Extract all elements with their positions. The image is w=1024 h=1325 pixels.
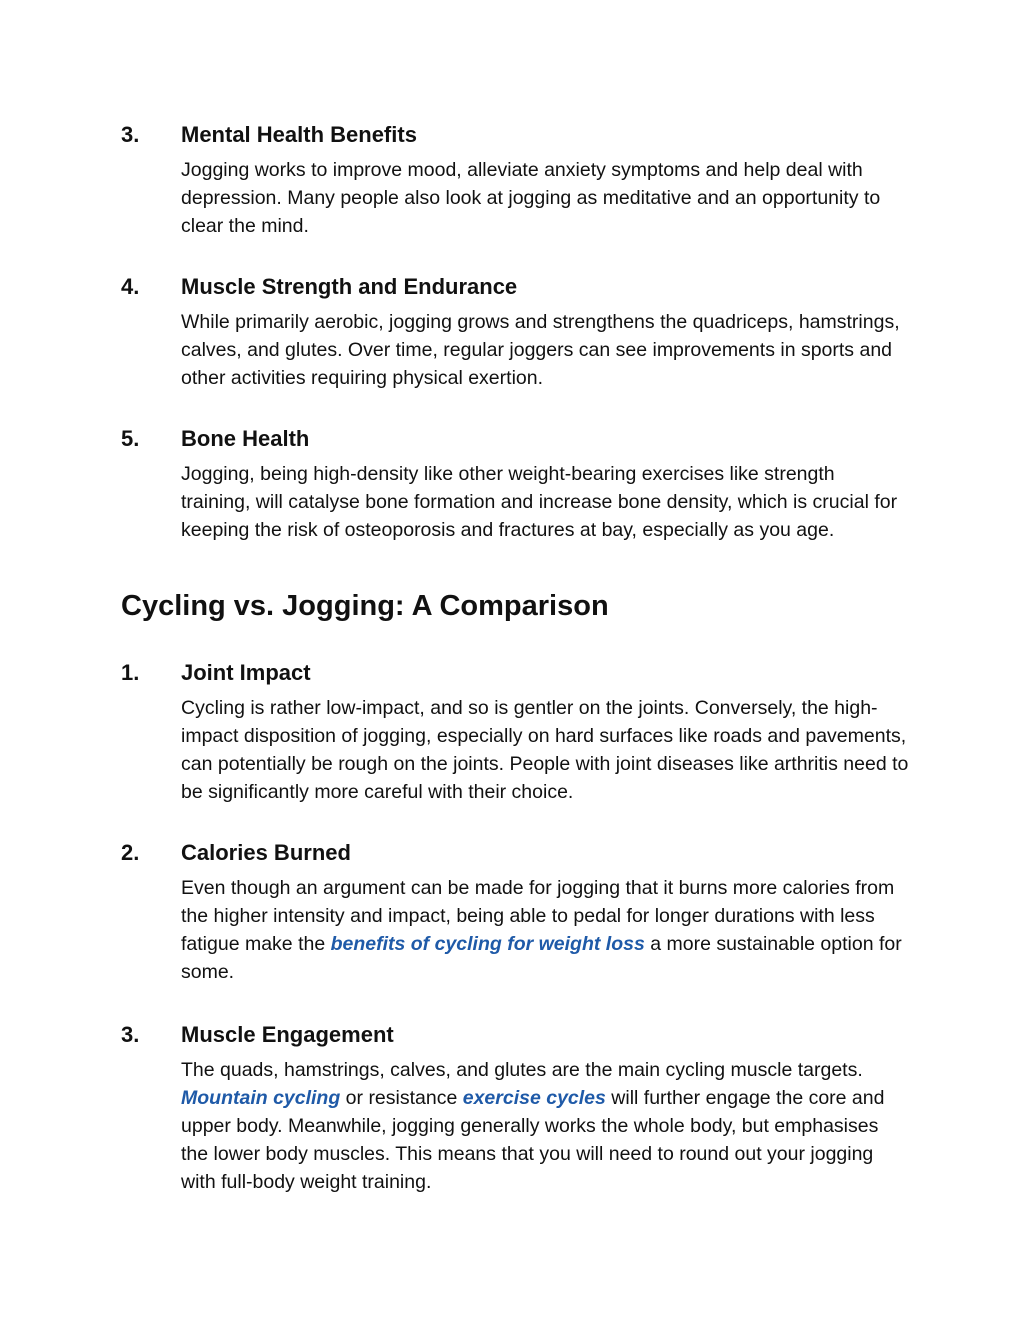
weight-loss-link[interactable]: benefits of cycling for weight loss	[330, 933, 645, 955]
list-item-body: Jogging works to improve mood, alleviate anxiety symptoms and help deal with depression. Many people also look at jogging as meditative and an opportunity to clear the mind.	[181, 159, 881, 237]
list-item-title: Bone Health	[181, 426, 310, 451]
list-item-mental-health	[121, 120, 911, 240]
list-item-body	[181, 1056, 909, 1196]
list-number: 2.	[121, 840, 140, 865]
list-item-body: Jogging, being high-density like other weight-bearing exercises like strength training, will catalyse bone formation and increase bone density, which is crucial for keeping the risk of osteoporosis and fractures at bay, especially as you age.	[181, 463, 898, 541]
list-item-header	[121, 1020, 911, 1050]
list-item-header	[121, 120, 911, 150]
section-heading: Cycling vs. Jogging: A Comparison	[121, 590, 609, 622]
list-number: 5.	[121, 426, 140, 451]
list-number: 1.	[121, 660, 140, 685]
list-item-body: Cycling is rather low-impact, and so is gentler on the joints. Conversely, the high-impact disposition of jogging, especially on hard surfaces like roads and pavements, can potentially be rough on the joints. People with joint diseases like arthritis need to be significantly more careful with their choice.	[181, 697, 909, 803]
body-text: a more sustainable option for some.	[181, 933, 902, 983]
list-item-header	[121, 272, 911, 302]
list-number: 4.	[121, 274, 140, 299]
list-item-title: Muscle Engagement	[181, 1022, 394, 1047]
list-item-header	[121, 658, 911, 688]
list-item-muscle-strength	[121, 272, 911, 392]
body-text: Even though an argument can be made for jogging that it burns more calories from the higher intensity and impact, being able to pedal for longer durations with less fatigue make the	[181, 877, 895, 955]
list-item-title: Muscle Strength and Endurance	[181, 274, 518, 299]
list-item-body: While primarily aerobic, jogging grows and strengthens the quadriceps, hamstrings, calves, and glutes. Over time, regular joggers can see improvements in sports and other activities requiring physical exertion.	[181, 311, 900, 389]
list-item-muscle-engagement	[121, 1020, 911, 1196]
list-item-title: Mental Health Benefits	[181, 122, 417, 147]
list-item-body	[181, 874, 909, 986]
list-item-bone-health	[121, 424, 911, 544]
body-text: or resistance	[340, 1087, 463, 1109]
exercise-cycles-link[interactable]: exercise cycles	[462, 1087, 606, 1109]
body-text: will further engage the core and upper body. Meanwhile, jogging generally works the whole body, but emphasises the lower body muscles. This means that you will need to round out your jogging with full-body weight training.	[181, 1087, 885, 1193]
list-item-title: Joint Impact	[181, 660, 311, 685]
list-item-header	[121, 838, 911, 868]
list-number: 3.	[121, 122, 140, 147]
mountain-cycling-link[interactable]: Mountain cycling	[181, 1087, 341, 1109]
list-item-joint-impact	[121, 658, 911, 806]
list-item-calories-burned	[121, 838, 911, 986]
list-item-header	[121, 424, 911, 454]
body-text: The quads, hamstrings, calves, and glutes are the main cycling muscle targets.	[181, 1059, 863, 1081]
list-number: 3.	[121, 1022, 140, 1047]
list-item-title: Calories Burned	[181, 840, 351, 865]
